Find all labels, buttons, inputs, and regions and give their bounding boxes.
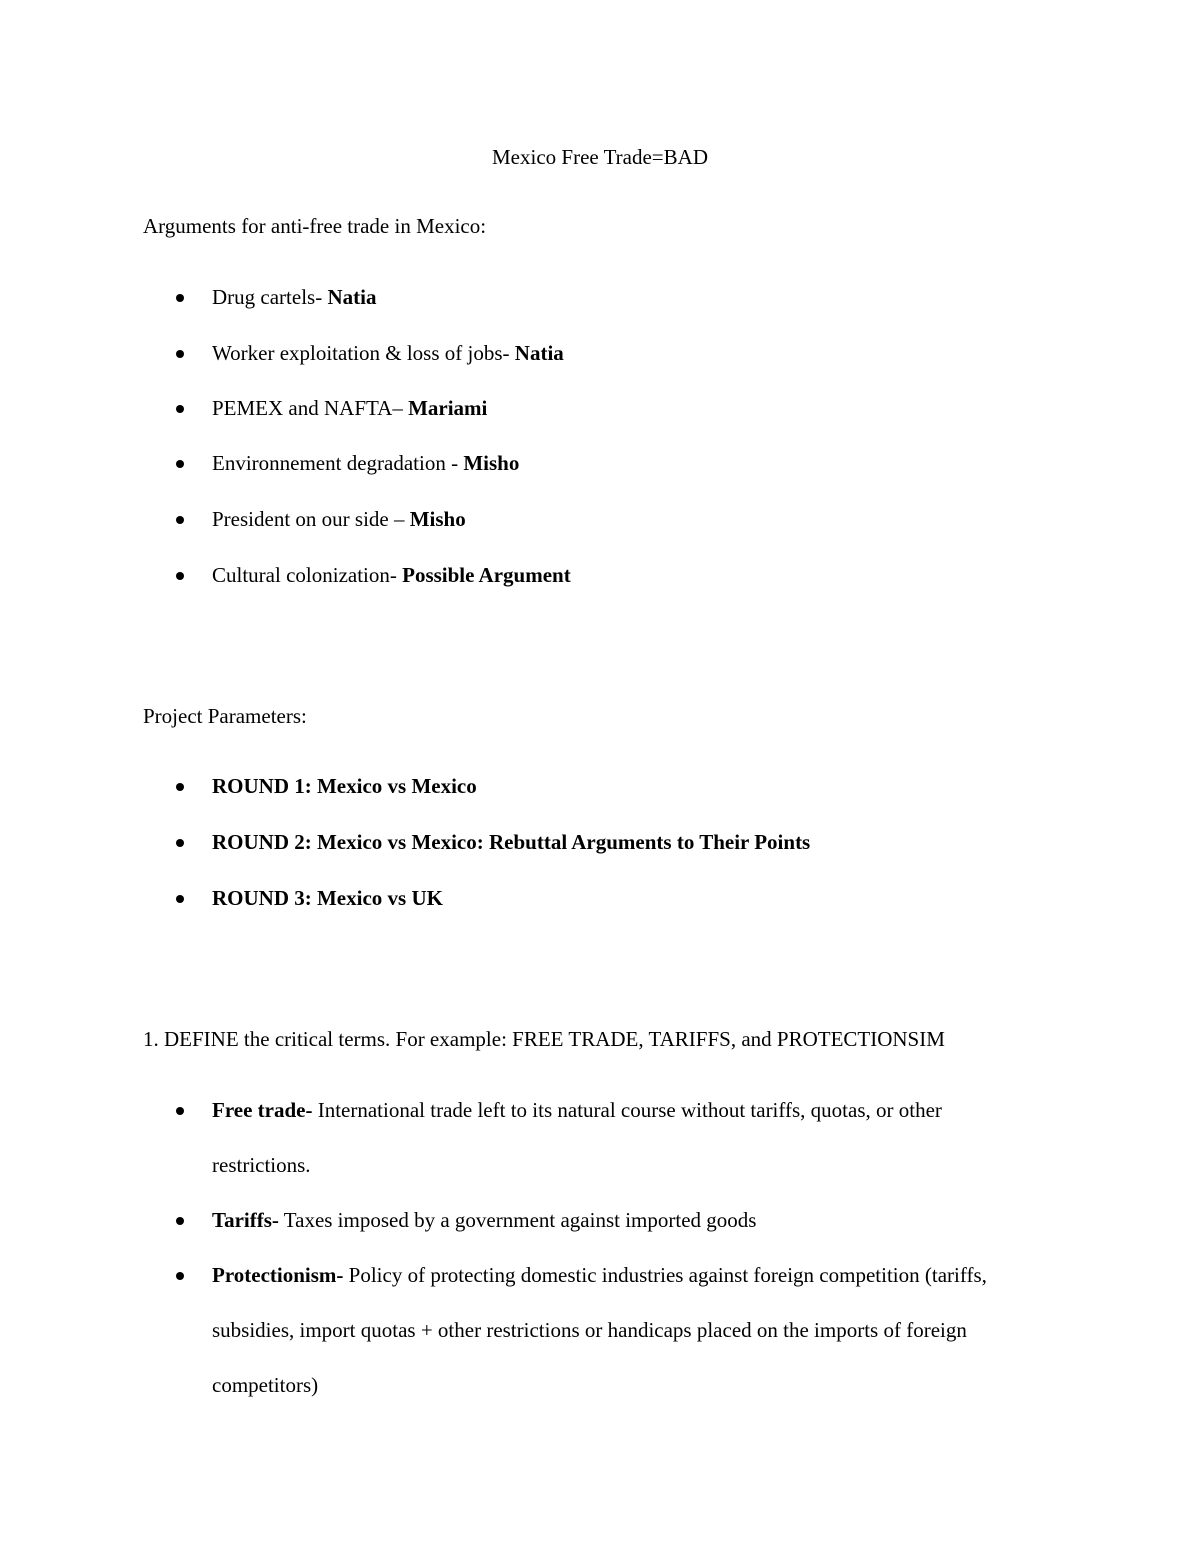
parameters-heading: Project Parameters:	[143, 704, 307, 728]
argument-item	[212, 492, 1042, 547]
argument-item	[212, 436, 1042, 491]
document-title: Mexico Free Trade=BAD	[492, 145, 708, 169]
arguments-heading: Arguments for anti-free trade in Mexico:	[143, 214, 487, 238]
definition-item	[212, 1193, 1042, 1248]
argument-text: Cultural colonization-	[212, 563, 403, 587]
parameter-item: ROUND 1: Mexico vs Mexico	[212, 759, 1042, 814]
definition-term: Protectionism-	[212, 1263, 344, 1287]
parameter-item: ROUND 2: Mexico vs Mexico: Rebuttal Arguments to Their Points	[212, 815, 1042, 870]
argument-text: Environnement degradation -	[212, 451, 464, 475]
definition-term: Free trade-	[212, 1098, 313, 1122]
definition-item	[212, 1248, 1042, 1413]
definition-text: Taxes imposed by a government against imported goods	[278, 1208, 757, 1232]
argument-item	[212, 326, 1042, 381]
definition-text: International trade left to its natural course without tariffs, quotas, or other restrictions.	[212, 1098, 942, 1177]
argument-item	[212, 548, 1042, 603]
argument-item	[212, 381, 1042, 436]
argument-owner: Misho	[409, 507, 466, 531]
argument-owner: Natia	[327, 285, 377, 309]
argument-owner: Misho	[463, 451, 520, 475]
argument-owner: Possible Argument	[402, 563, 571, 587]
argument-text: Worker exploitation & loss of jobs-	[212, 341, 515, 365]
parameter-item: ROUND 3: Mexico vs UK	[212, 871, 1042, 926]
definition-term: Tariffs-	[212, 1208, 279, 1232]
argument-item	[212, 270, 1042, 325]
definition-text: Policy of protecting domestic industries against foreign competition (tariffs, subsidies, import quotas + other restrictions or handicaps placed on the imports of foreign competitors)	[212, 1263, 987, 1397]
define-heading: 1. DEFINE the critical terms. For example: FREE TRADE, TARIFFS, and PROTECTIONSIM	[143, 1027, 945, 1051]
argument-text: Drug cartels-	[212, 285, 328, 309]
argument-owner: Natia	[514, 341, 564, 365]
argument-owner: Mariami	[408, 396, 488, 420]
argument-text: PEMEX and NAFTA–	[212, 396, 409, 420]
argument-text: President on our side –	[212, 507, 410, 531]
definition-item	[212, 1083, 1042, 1193]
